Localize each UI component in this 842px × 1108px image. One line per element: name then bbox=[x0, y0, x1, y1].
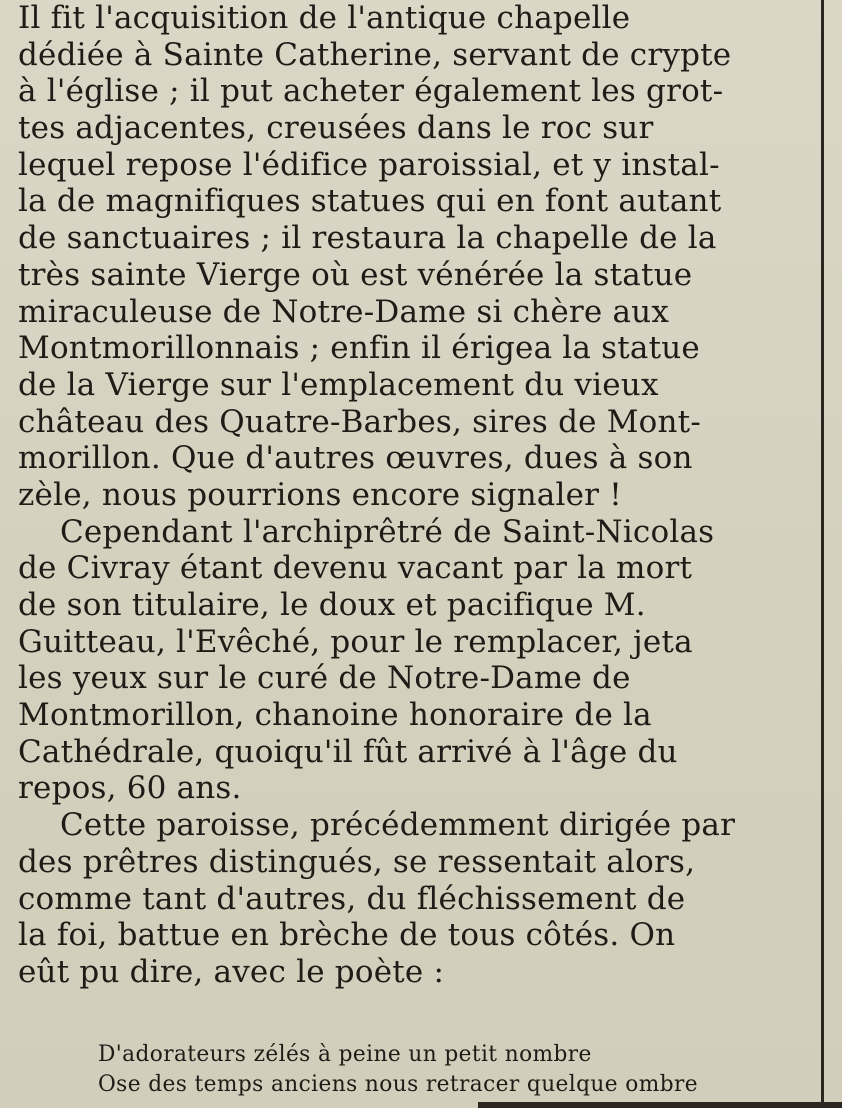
paragraph-start: Cependant l'archiprêtré de Saint-Nicolas bbox=[60, 513, 715, 550]
text-line: Montmorillonnais ; enfin il érigea la statue bbox=[18, 330, 700, 367]
text-line: très sainte Vierge où est vénérée la statue bbox=[18, 256, 693, 293]
text-line: des prêtres distingués, se ressentait alors, bbox=[18, 843, 696, 880]
text-line: Guitteau, l'Evêché, pour le remplacer, jeta bbox=[18, 623, 693, 660]
text-line: château des Quatre-Barbes, sires de Mont- bbox=[18, 403, 702, 440]
verse-line: Ose des temps anciens nous retracer quelque ombre bbox=[98, 1072, 698, 1097]
text-line: tes adjacentes, creusées dans le roc sur bbox=[18, 110, 654, 147]
text-line: eût pu dire, avec le poète : bbox=[18, 953, 445, 990]
article-body bbox=[18, 0, 818, 991]
text-line: de sanctuaires ; il restaura la chapelle de la bbox=[18, 220, 717, 257]
text-line: lequel repose l'édifice paroissial, et y instal- bbox=[18, 146, 720, 183]
column-rule bbox=[821, 0, 824, 1108]
text-line: à l'église ; il put acheter également les grot- bbox=[18, 73, 724, 110]
text-line: Cathédrale, quoiqu'il fût arrivé à l'âge du bbox=[18, 733, 678, 770]
text-line: dédiée à Sainte Catherine, servant de crypte bbox=[18, 36, 732, 73]
text-line: morillon. Que d'autres œuvres, dues à son bbox=[18, 440, 693, 477]
text-line: de Civray étant devenu vacant par la mort bbox=[18, 550, 693, 587]
verse-line: D'adorateurs zélés à peine un petit nombre bbox=[98, 1042, 592, 1067]
text-line: les yeux sur le curé de Notre-Dame de bbox=[18, 660, 631, 697]
text-line: de la Vierge sur l'emplacement du vieux bbox=[18, 366, 659, 403]
text-line: comme tant d'autres, du fléchissement de bbox=[18, 880, 686, 917]
text-line: de son titulaire, le doux et pacifique M. bbox=[18, 587, 646, 623]
text-line: miraculeuse de Notre-Dame si chère aux bbox=[18, 293, 670, 330]
text-line: Il fit l'acquisition de l'antique chapelle bbox=[18, 0, 631, 36]
text-line: la foi, battue en brèche de tous côtés. On bbox=[18, 917, 676, 954]
paragraph-start: Cette paroisse, précédemment dirigée par bbox=[60, 807, 736, 844]
text-line: repos, 60 ans. bbox=[18, 770, 242, 807]
text-line: la de magnifiques statues qui en font autant bbox=[18, 183, 722, 220]
bottom-edge-shadow bbox=[478, 1102, 842, 1108]
text-line: zèle, nous pourrions encore signaler ! bbox=[18, 476, 622, 513]
text-line: Montmorillon, chanoine honoraire de la bbox=[18, 697, 652, 734]
